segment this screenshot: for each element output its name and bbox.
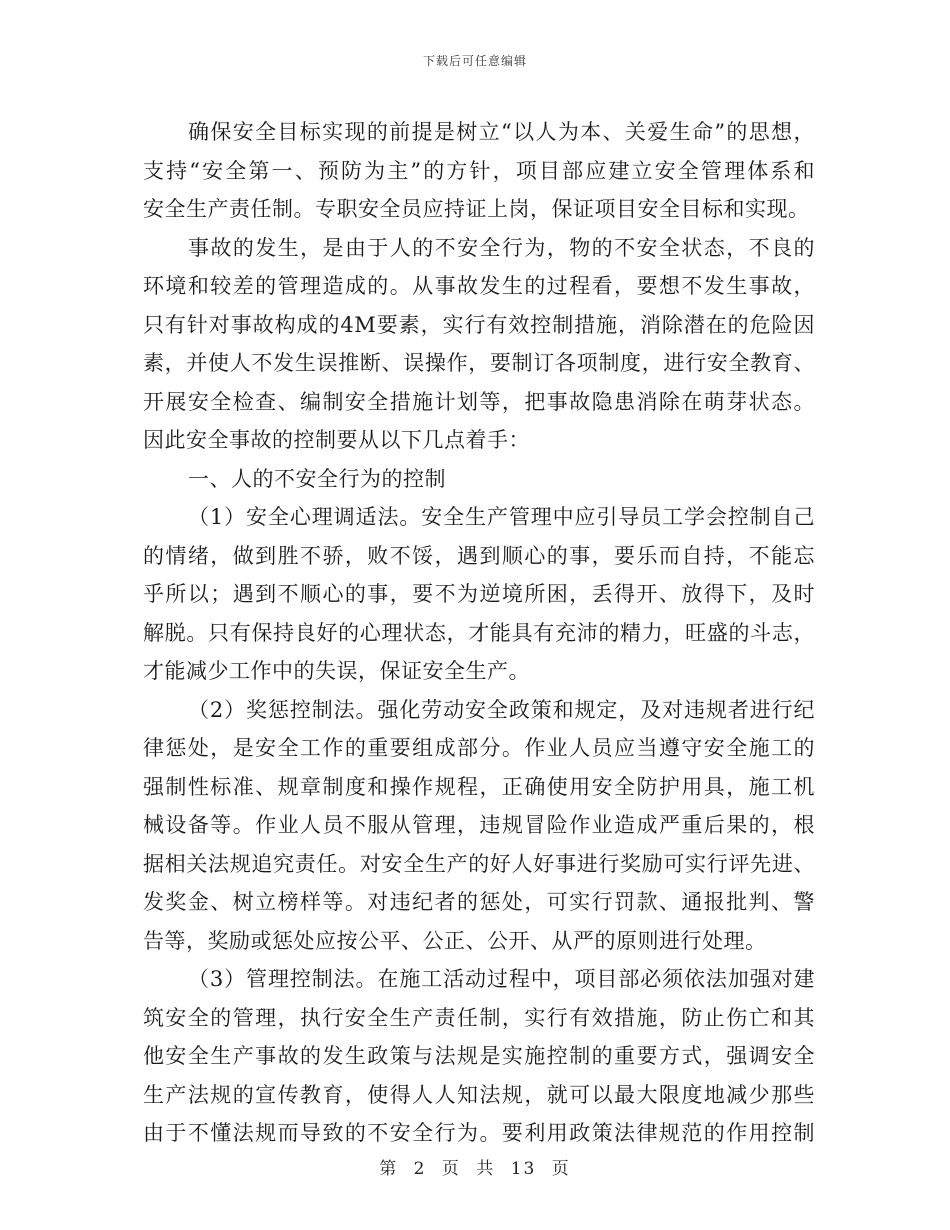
text-line: 素，并使人不发生误推断、误操作，要制订各项制度，进行安全教育、 (143, 351, 815, 375)
text-line: 解脱。只有保持良好的心理状态，才能具有充沛的精力，旺盛的斗志， (143, 620, 815, 645)
text-line: 确保安全目标实现的前提是树立“以人为本、关爱生命”的思想， (188, 120, 815, 144)
text-line: 械设备等。作业人员不服从管理，违规冒险作业造成严重后果的，根 (143, 813, 815, 837)
document-body (143, 113, 815, 1153)
text-line: 强制性标准、规章制度和操作规程，正确使用安全防护用具，施工机 (143, 774, 815, 799)
text-line: 生产法规的宣传教育，使得人人知法规，就可以最大限度地减少那些 (143, 1082, 815, 1107)
text-line: 乎所以；遇到不顺心的事，要不为逆境所困，丢得开、放得下，及时 (143, 582, 815, 606)
page-number-footer: 第 2 页 共 13 页 (379, 1159, 571, 1179)
text-line: 安全生产责任制。专职安全员应持证上岗，保证项目安全目标和实现。 (143, 197, 810, 221)
text-line: 律惩处，是安全工作的重要组成部分。作业人员应当遵守安全施工的 (143, 736, 815, 760)
text-line: 据相关法规追究责任。对安全生产的好人好事进行奖励可实行评先进、 (143, 851, 815, 876)
text-line: 发奖金、树立榜样等。对违纪者的惩处，可实行罚款、通报批判、警 (143, 890, 815, 914)
text-line: 开展安全检查、编制安全措施计划等，把事故隐患消除在萌芽状态。 (143, 389, 815, 414)
text-line: （2）奖惩控制法。强化劳动安全政策和规定，及对违规者进行纪 (188, 697, 815, 722)
text-line: 环境和较差的管理造成的。从事故发生的过程看，要想不发生事故， (143, 274, 815, 298)
text-line: 事故的发生，是由于人的不安全行为，物的不安全状态，不良的 (188, 235, 815, 260)
text-line: 他安全生产事故的发生政策与法规是实施控制的重要方式，强调安全 (143, 1044, 815, 1068)
text-line: 才能减少工作中的失误，保证安全生产。 (143, 659, 530, 683)
text-line: 的情绪，做到胜不骄，败不馁，遇到顺心的事，要乐而自持，不能忘 (143, 543, 815, 568)
text-line: 只有针对事故构成的4M要素，实行有效控制措施，消除潜在的危险因 (143, 312, 815, 337)
text-line: 筑安全的管理，执行安全生产责任制，实行有效措施，防止伤亡和其 (143, 1005, 815, 1030)
text-line: 一、人的不安全行为的控制 (188, 466, 446, 491)
text-line: 由于不懂法规而导致的不安全行为。要利用政策法律规范的作用控制 (143, 1121, 815, 1145)
text-line: 支持“安全第一、预防为主”的方针，项目部应建立安全管理体系和 (143, 158, 815, 183)
text-line: （1）安全心理调适法。安全生产管理中应引导员工学会控制自己 (188, 505, 815, 529)
text-line: （3）管理控制法。在施工活动过程中，项目部必须依法加强对建 (188, 967, 815, 991)
text-line: 因此安全事故的控制要从以下几点着手： (143, 428, 530, 452)
text-line: 告等，奖励或惩处应按公平、公正、公开、从严的原则进行处理。 (143, 928, 767, 953)
page-header: 下载后可任意编辑 (422, 54, 527, 68)
